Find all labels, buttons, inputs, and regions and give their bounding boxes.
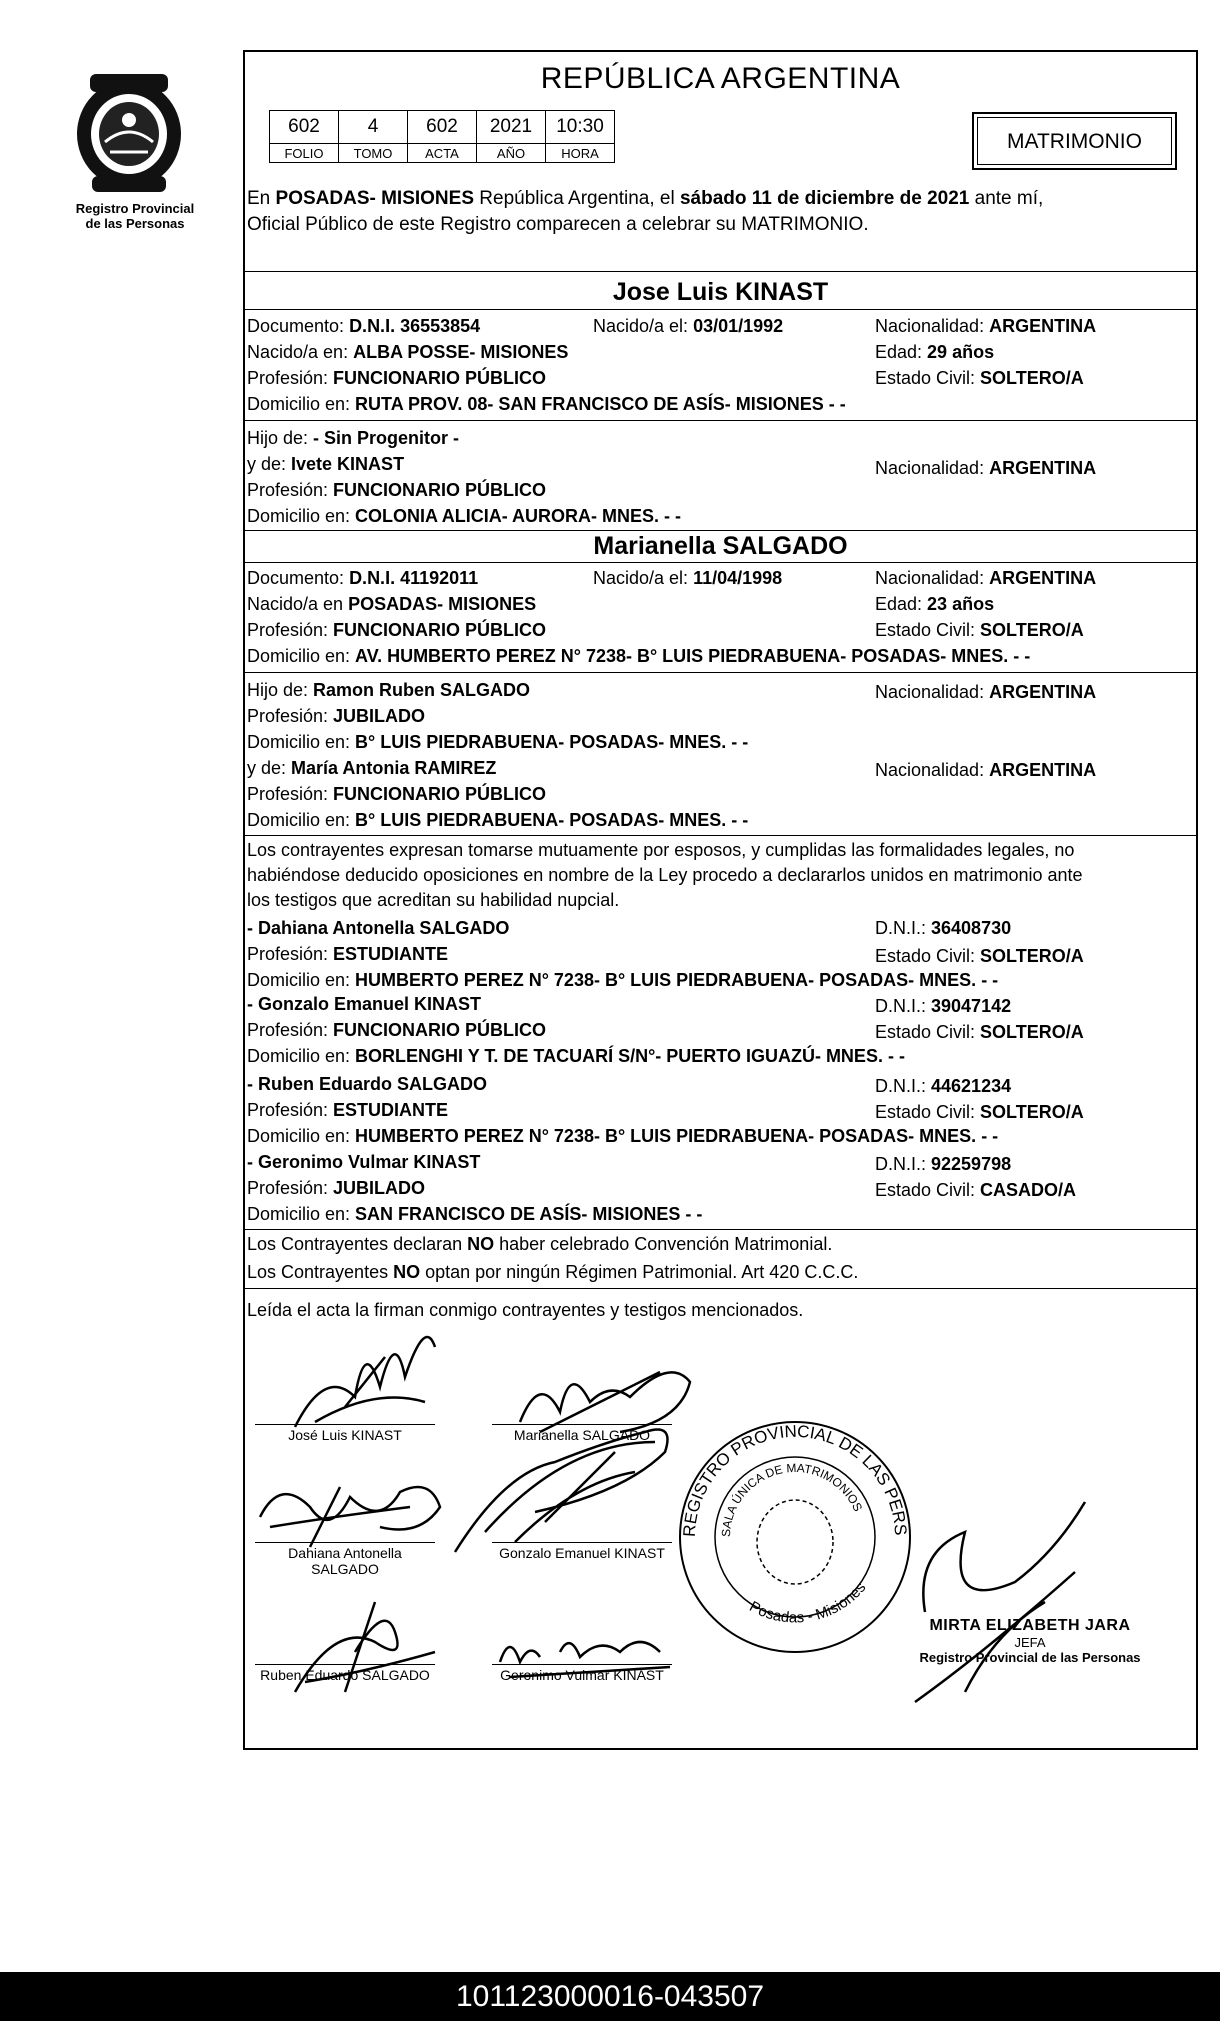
field-value: RUTA PROV. 08- SAN FRANCISCO DE ASÍS- MISIONES - -	[355, 394, 846, 414]
field-label: Domicilio en:	[247, 394, 356, 414]
field-value: B° LUIS PIEDRABUENA- POSADAS- MNES. - -	[355, 810, 749, 830]
witness-4-signature-label: Geronimo Vulmar KINAST	[500, 1667, 664, 1683]
field-label: Edad:	[875, 594, 928, 614]
official-role: JEFA	[1014, 1635, 1046, 1650]
field-value: SAN FRANCISCO DE ASÍS- MISIONES - -	[355, 1204, 703, 1224]
field-value: Ivete KINAST	[291, 454, 405, 474]
witness-1-dni	[875, 916, 1011, 940]
field-label: Domicilio en:	[247, 506, 356, 526]
convention-text: haber celebrado Convención Matrimonial.	[494, 1234, 833, 1254]
official-stamp	[648, 1387, 935, 1672]
witness-4-dni	[875, 1152, 1011, 1176]
field-label: Nacido/a en	[247, 594, 349, 614]
field-value: - Geronimo Vulmar KINAST	[247, 1152, 481, 1172]
field-label: Profesión:	[247, 1020, 334, 1040]
divider	[245, 1229, 1196, 1230]
stamp-outer-text: REGISTRO PROVINCIAL DE LAS PERSONAS	[648, 1387, 911, 1538]
field-value: HUMBERTO PEREZ N° 7238- B° LUIS PIEDRABUENA- POSADAS- MNES. - -	[355, 970, 999, 990]
divider	[245, 420, 1196, 421]
official-office: Registro Provincial de las Personas	[919, 1650, 1141, 1665]
field-label: y de:	[247, 454, 292, 474]
field-value: JUBILADO	[333, 1178, 426, 1198]
registry-logo	[70, 72, 200, 231]
field-value: - Gonzalo Emanuel KINAST	[247, 994, 482, 1014]
folio-label: FOLIO	[270, 144, 339, 163]
divider	[245, 309, 1196, 310]
field-label: Profesión:	[247, 620, 334, 640]
witness-2-signature-scribble	[445, 1382, 685, 1562]
year-label: AÑO	[477, 144, 546, 163]
groom-mother-profession	[247, 478, 546, 502]
stamp-inner-text: SALA ÚNICA DE MATRIMONIOS	[718, 1460, 866, 1538]
witness-1-profession	[247, 942, 448, 966]
witness-2-profession	[247, 1018, 546, 1042]
bride-birthplace	[247, 592, 536, 616]
tomo-value: 4	[339, 111, 408, 144]
groom-mother	[247, 452, 404, 476]
field-value: - Ruben Eduardo SALGADO	[247, 1074, 487, 1094]
groom-signature-label: José Luis KINAST	[288, 1427, 402, 1443]
groom-name: Jose Luis KINAST	[612, 278, 829, 306]
field-label: Estado Civil:	[875, 1180, 981, 1200]
folio-value: 602	[270, 111, 339, 144]
field-value: ARGENTINA	[989, 316, 1097, 336]
witness-2-signature-label: Gonzalo Emanuel KINAST	[499, 1545, 665, 1561]
bride-name: Marianella SALGADO	[593, 532, 848, 560]
field-label: D.N.I.:	[875, 996, 932, 1016]
tomo-label: TOMO	[339, 144, 408, 163]
field-value: SOLTERO/A	[980, 946, 1084, 966]
logo-caption-line2: de las Personas	[85, 216, 185, 231]
declaration-line: los testigos que acreditan su habilidad nupcial.	[247, 890, 620, 910]
acta-label: ACTA	[408, 144, 477, 163]
witness-3-signature-label: Ruben Eduardo SALGADO	[260, 1667, 430, 1683]
page-title: REPÚBLICA ARGENTINA	[540, 62, 901, 95]
bride-civil-status	[875, 618, 1084, 642]
field-value: 03/01/1992	[693, 316, 784, 336]
bride-father-nationality	[875, 680, 1096, 704]
witness-3-dni	[875, 1074, 1011, 1098]
field-value: B° LUIS PIEDRABUENA- POSADAS- MNES. - -	[355, 732, 749, 752]
act-type-box: MATRIMONIO	[972, 112, 1177, 170]
field-label: D.N.I.:	[875, 918, 932, 938]
field-value: FUNCIONARIO PÚBLICO	[333, 368, 547, 388]
field-value: SOLTERO/A	[980, 368, 1084, 388]
field-value: POSADAS- MISIONES	[348, 594, 537, 614]
bride-address	[247, 644, 1030, 668]
field-value: - Sin Progenitor -	[313, 428, 460, 448]
groom-birthplace	[247, 340, 568, 364]
field-value: FUNCIONARIO PÚBLICO	[333, 480, 547, 500]
field-label: Domicilio en:	[247, 1126, 356, 1146]
field-value: ESTUDIANTE	[333, 944, 449, 964]
intro-text: República Argentina, el	[474, 188, 680, 209]
bride-profession	[247, 618, 546, 642]
divider	[245, 672, 1196, 673]
convention-text: Los Contrayentes	[247, 1262, 394, 1282]
witness-2-civil	[875, 1020, 1084, 1044]
field-label: Nacido/a el:	[593, 316, 694, 336]
groom-document	[247, 314, 480, 338]
field-label: D.N.I.:	[875, 1076, 932, 1096]
convention-emphasis: NO	[393, 1262, 421, 1282]
field-value: ARGENTINA	[989, 682, 1097, 702]
field-label: Nacido/a el:	[593, 568, 694, 588]
declaration-line: habiéndose deducido oposiciones en nombre de la Ley procedo a declararlos unidos en matrimonio ante	[247, 865, 1083, 885]
divider	[245, 1288, 1196, 1289]
field-value: ESTUDIANTE	[333, 1100, 449, 1120]
field-value: BORLENGHI Y T. DE TACUARÍ S/N°- PUERTO IGUAZÚ- MNES. - -	[355, 1046, 905, 1066]
field-label: D.N.I.:	[875, 1154, 932, 1174]
field-value: SOLTERO/A	[980, 1022, 1084, 1042]
field-label: Edad:	[875, 342, 928, 362]
field-label: Nacionalidad:	[875, 568, 990, 588]
marriage-certificate	[243, 50, 1198, 1750]
field-label: y de:	[247, 758, 292, 778]
field-value: FUNCIONARIO PÚBLICO	[333, 620, 547, 640]
divider	[245, 530, 1196, 531]
field-value: D.N.I. 41192011	[349, 568, 479, 588]
field-label: Estado Civil:	[875, 368, 981, 388]
bride-mother-nationality	[875, 758, 1096, 782]
field-label: Domicilio en:	[247, 810, 356, 830]
witness-2-name	[247, 992, 481, 1016]
official-signature-scribble	[905, 1492, 1105, 1722]
field-label: Hijo de:	[247, 680, 314, 700]
bride-birthdate	[593, 566, 782, 590]
witness-3-signature-scribble	[285, 1582, 445, 1702]
patrimonial-regime-statement	[247, 1260, 858, 1284]
divider	[245, 271, 1196, 272]
field-value: AV. HUMBERTO PEREZ N° 7238- B° LUIS PIEDRABUENA- POSADAS- MNES. - -	[355, 646, 1031, 666]
field-label: Domicilio en:	[247, 732, 356, 752]
witness-3-profession	[247, 1098, 448, 1122]
field-label: Domicilio en:	[247, 970, 356, 990]
field-value: COLONIA ALICIA- AURORA- MNES. - -	[355, 506, 682, 526]
field-value: 36408730	[931, 918, 1012, 938]
field-label: Domicilio en:	[247, 1204, 356, 1224]
signature-label-line: SALGADO	[311, 1561, 379, 1577]
witness-2-address	[247, 1044, 905, 1068]
bride-nationality	[875, 566, 1096, 590]
bride-father-profession	[247, 704, 425, 728]
field-value: ARGENTINA	[989, 458, 1097, 478]
field-label: Domicilio en:	[247, 646, 356, 666]
witness-4-address	[247, 1202, 702, 1226]
bride-mother	[247, 756, 496, 780]
field-label: Profesión:	[247, 784, 334, 804]
divider	[245, 835, 1196, 836]
field-label: Profesión:	[247, 706, 334, 726]
hour-value: 10:30	[546, 111, 615, 144]
witness-1-civil	[875, 944, 1084, 968]
groom-age	[875, 340, 994, 364]
groom-civil-status	[875, 366, 1084, 390]
field-label: Nacionalidad:	[875, 316, 990, 336]
field-value: María Antonia RAMIREZ	[291, 758, 497, 778]
field-value: D.N.I. 36553854	[349, 316, 481, 336]
logo-caption-line1: Registro Provincial	[75, 201, 195, 216]
field-label: Documento:	[247, 316, 350, 336]
field-value: SOLTERO/A	[980, 620, 1084, 640]
field-value: FUNCIONARIO PÚBLICO	[333, 784, 547, 804]
field-label: Profesión:	[247, 944, 334, 964]
groom-mother-address	[247, 504, 681, 528]
groom-signature-scribble	[285, 1307, 445, 1437]
signature-label-line: Dahiana Antonella	[288, 1545, 402, 1561]
field-label: Domicilio en:	[247, 1046, 356, 1066]
intro-paragraph	[247, 186, 1192, 238]
field-label: Documento:	[247, 568, 350, 588]
field-value: HUMBERTO PEREZ N° 7238- B° LUIS PIEDRABUENA- POSADAS- MNES. - -	[355, 1126, 999, 1146]
intro-date: sábado 11 de diciembre de 2021	[679, 188, 970, 209]
document-code: 101123000016-043507	[0, 1972, 1220, 2021]
field-value: ALBA POSSE- MISIONES	[353, 342, 569, 362]
field-label: Profesión:	[247, 480, 334, 500]
intro-text: ante mí,	[969, 188, 1044, 209]
groom-father	[247, 426, 459, 450]
field-label: Nacionalidad:	[875, 760, 990, 780]
field-label: Estado Civil:	[875, 1102, 981, 1122]
bride-mother-profession	[247, 782, 546, 806]
field-value: 11/04/1998	[693, 568, 783, 588]
bride-age	[875, 592, 994, 616]
bride-signature-label: Marianella SALGADO	[513, 1427, 651, 1443]
witness-2-dni	[875, 994, 1011, 1018]
witness-1-name	[247, 916, 509, 940]
field-value: FUNCIONARIO PÚBLICO	[333, 1020, 547, 1040]
field-label: Nacionalidad:	[875, 682, 990, 702]
field-value: 92259798	[931, 1154, 1012, 1174]
convention-text: Los Contrayentes declaran	[247, 1234, 468, 1254]
field-label: Hijo de:	[247, 428, 314, 448]
field-value: ARGENTINA	[989, 568, 1097, 588]
bride-father-address	[247, 730, 748, 754]
convention-statement	[247, 1232, 832, 1256]
field-value: 29 años	[927, 342, 995, 362]
bride-father	[247, 678, 530, 702]
intro-text: Oficial Público de este Registro comparecen a celebrar su MATRIMONIO.	[247, 214, 869, 235]
witness-4-civil	[875, 1178, 1076, 1202]
groom-birthdate	[593, 314, 783, 338]
field-label: Estado Civil:	[875, 946, 981, 966]
declaration-paragraph	[247, 838, 1192, 913]
groom-mother-nationality	[875, 456, 1096, 480]
field-value: - Dahiana Antonella SALGADO	[247, 918, 510, 938]
groom-nationality	[875, 314, 1096, 338]
field-value: SOLTERO/A	[980, 1102, 1084, 1122]
intro-text: En	[247, 188, 276, 209]
witness-3-civil	[875, 1100, 1084, 1124]
field-value: CASADO/A	[980, 1180, 1077, 1200]
groom-profession	[247, 366, 546, 390]
year-value: 2021	[477, 111, 546, 144]
groom-address	[247, 392, 846, 416]
field-value: 44621234	[931, 1076, 1012, 1096]
field-value: Ramon Ruben SALGADO	[313, 680, 531, 700]
field-label: Profesión:	[247, 1178, 334, 1198]
intro-city: POSADAS- MISIONES	[275, 188, 475, 209]
witness-3-name	[247, 1072, 487, 1096]
declaration-line: Los contrayentes expresan tomarse mutuamente por esposos, y cumplidas las formalidades legales, no	[247, 840, 1075, 860]
official-signature-block	[910, 1617, 1150, 1665]
field-label: Estado Civil:	[875, 620, 981, 640]
field-value: 23 años	[927, 594, 995, 614]
witness-4-profession	[247, 1176, 425, 1200]
field-label: Estado Civil:	[875, 1022, 981, 1042]
witness-4-name	[247, 1150, 480, 1174]
convention-text: optan por ningún Régimen Patrimonial. Art 420 C.C.C.	[420, 1262, 859, 1282]
hour-label: HORA	[546, 144, 615, 163]
field-label: Nacido/a en:	[247, 342, 354, 362]
field-label: Profesión:	[247, 368, 334, 388]
field-value: JUBILADO	[333, 706, 426, 726]
reading-statement: Leída el acta la firman conmigo contrayentes y testigos mencionados.	[247, 1300, 804, 1320]
field-label: Nacionalidad:	[875, 458, 990, 478]
field-value: 39047142	[931, 996, 1012, 1016]
witness-1-signature-scribble	[250, 1467, 450, 1557]
witness-3-address	[247, 1124, 998, 1148]
provincial-seal-icon	[70, 72, 188, 192]
stamp-bottom-text: Posadas - Misiones	[746, 1579, 870, 1627]
registry-table	[269, 110, 615, 163]
bride-mother-address	[247, 808, 748, 832]
official-name: MIRTA ELIZABETH JARA	[929, 1617, 1131, 1634]
field-label: Profesión:	[247, 1100, 334, 1120]
witness-1-address	[247, 968, 998, 992]
convention-emphasis: NO	[467, 1234, 495, 1254]
acta-value: 602	[408, 111, 477, 144]
bride-document	[247, 566, 478, 590]
divider	[245, 562, 1196, 563]
field-value: ARGENTINA	[989, 760, 1097, 780]
